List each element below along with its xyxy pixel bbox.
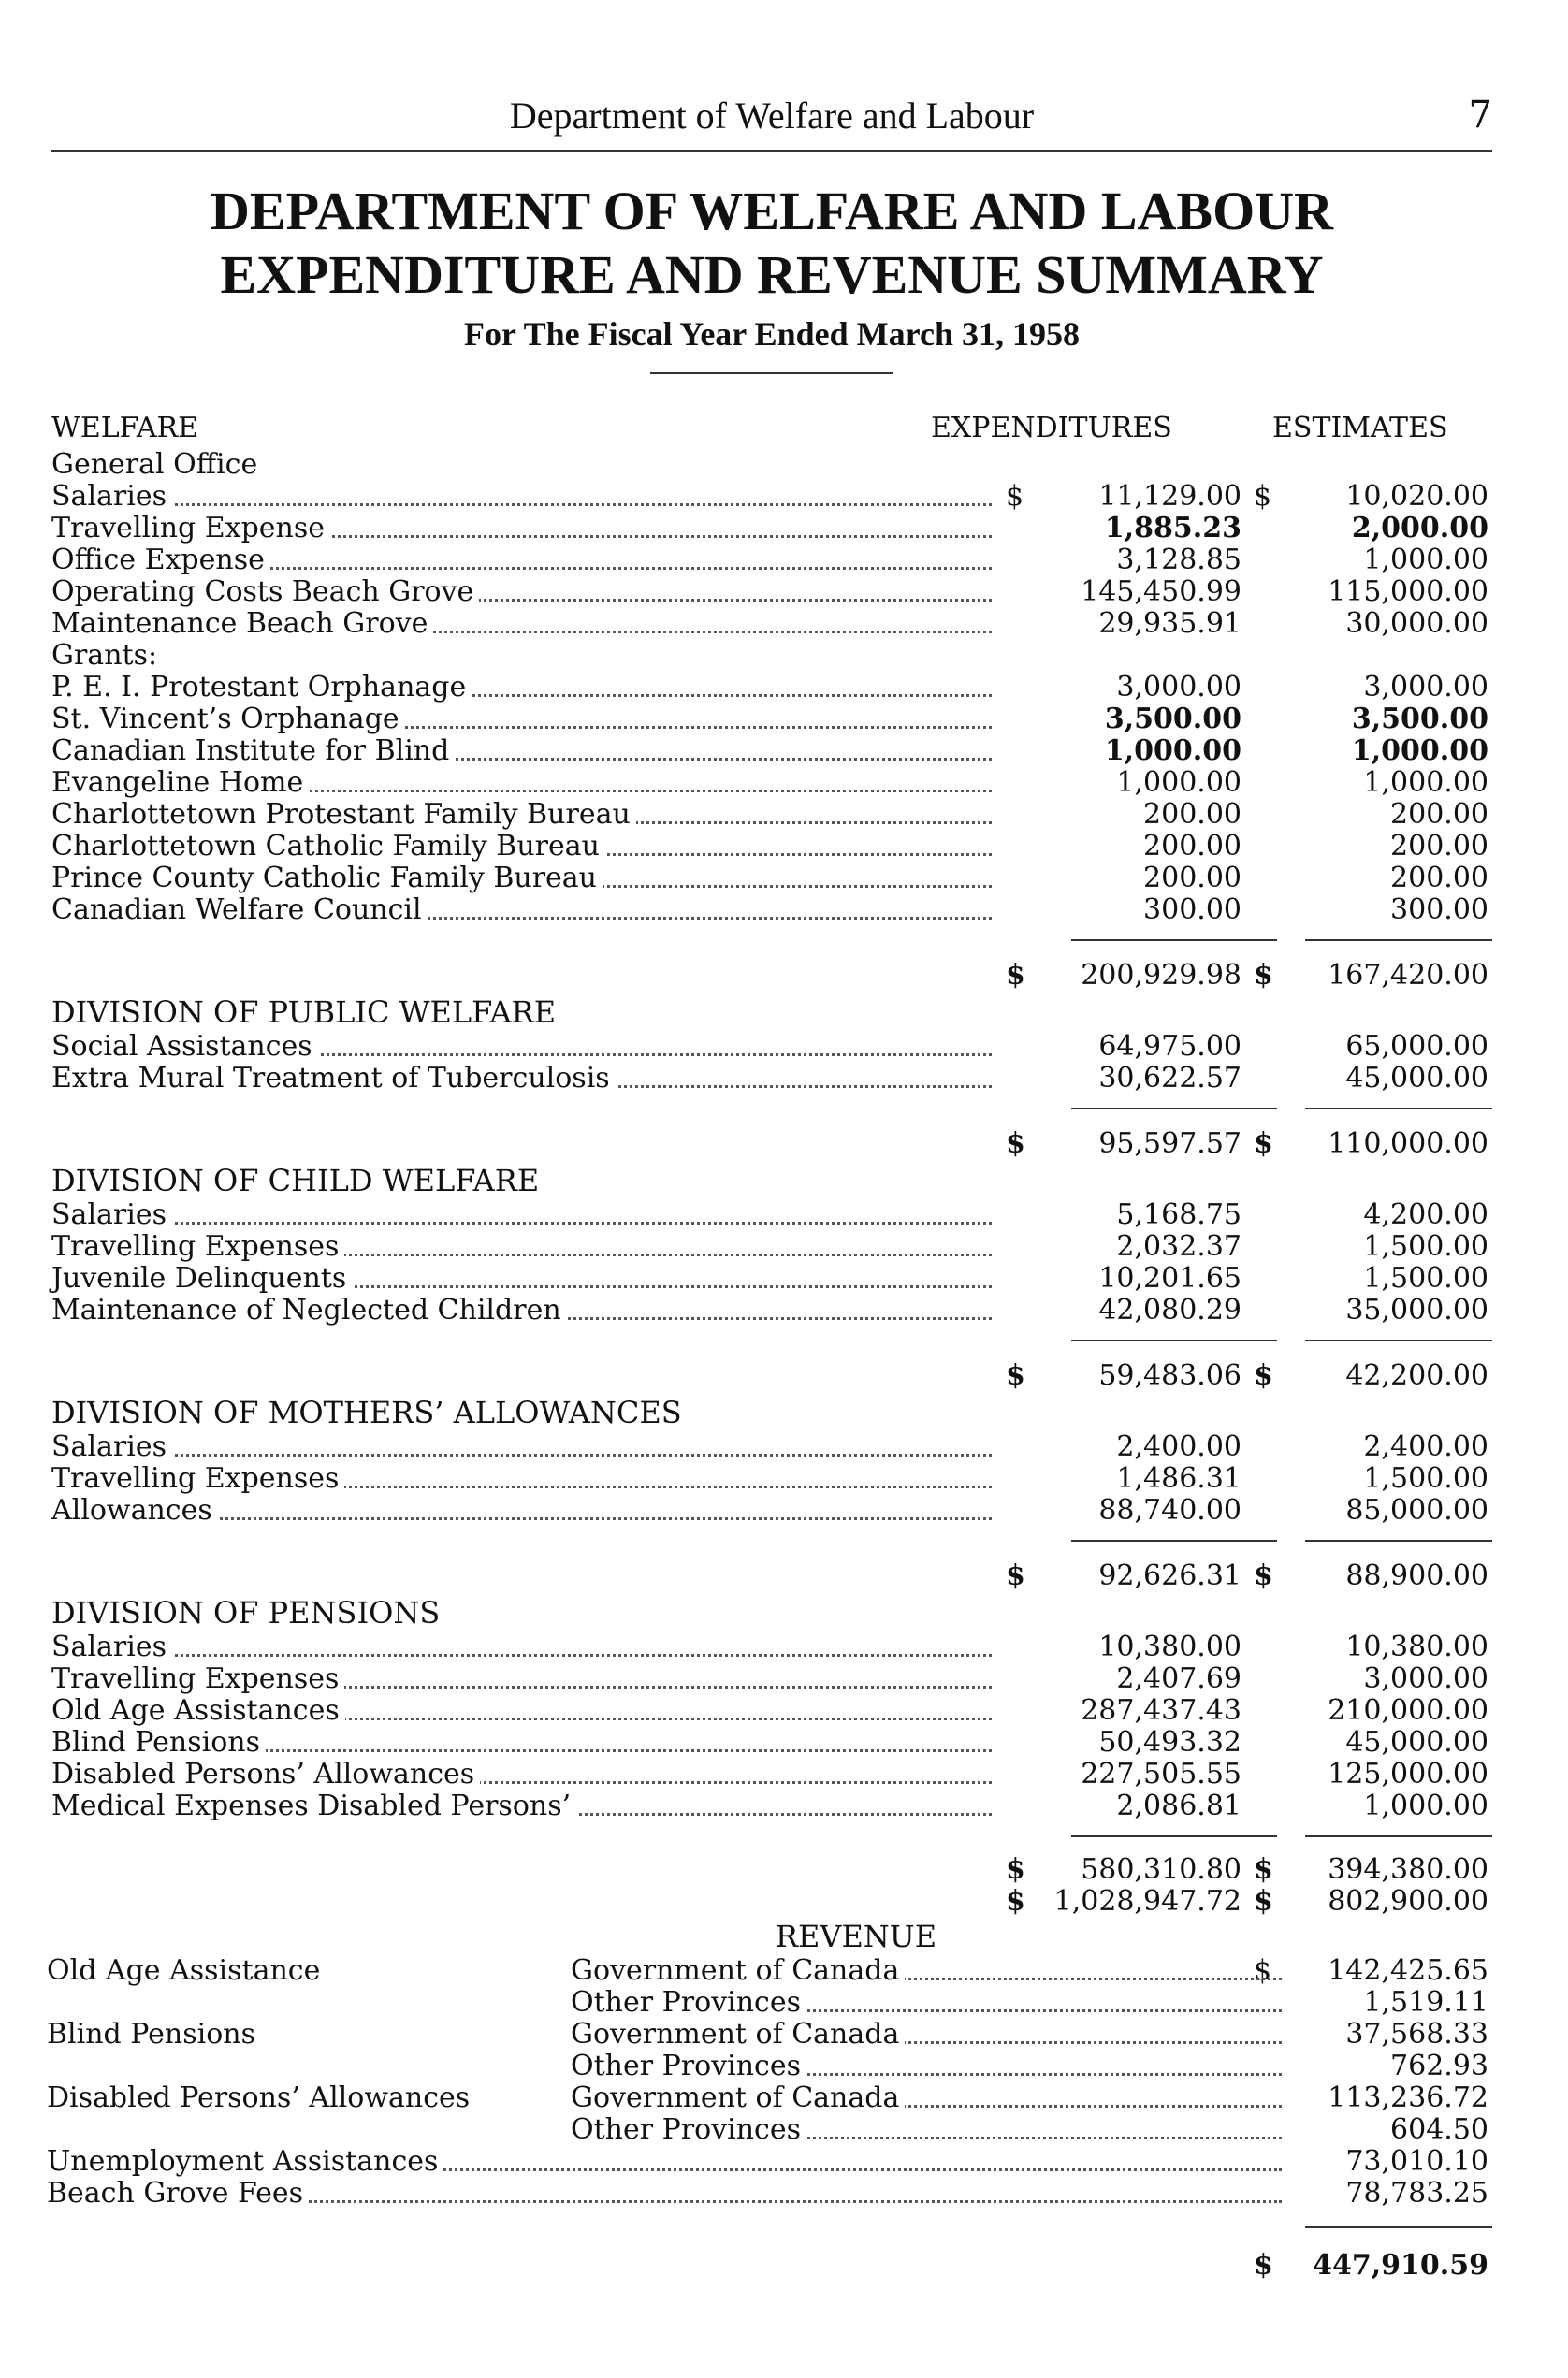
subtotal-row (51, 1559, 1492, 1594)
revenue-amount: 73,010.10 (1345, 2145, 1488, 2178)
section-title: DIVISION OF CHILD WELFARE (51, 1163, 540, 1198)
estimate-value: 65,000.00 (1345, 1030, 1488, 1063)
revenue-amount: 1,519.11 (1363, 1986, 1488, 2019)
estimate-value: 30,000.00 (1345, 607, 1488, 640)
expenditure-value: 3,500.00 (1104, 703, 1241, 735)
table-row (51, 1495, 1492, 1527)
currency-sign: $ (1006, 1559, 1025, 1592)
row-label: Travelling Expense (51, 513, 330, 544)
subtotal-expenditure: 92,626.31 (1098, 1559, 1241, 1592)
table-row (51, 1463, 1492, 1495)
row-label: Charlottetown Protestant Family Bureau (51, 799, 636, 831)
row-label: Disabled Persons’ Allowances (51, 1759, 480, 1791)
table-row (51, 1759, 1492, 1791)
currency-sign: $ (1254, 1853, 1273, 1886)
table-row (51, 1431, 1492, 1463)
table-row (51, 1263, 1492, 1295)
subtotal-rule (51, 1822, 1492, 1854)
row-label: P. E. I. Protestant Orphanage (51, 672, 472, 703)
currency-sign: $ (1254, 959, 1273, 992)
revenue-amount: 113,236.72 (1328, 2081, 1488, 2114)
expenditure-value: 10,380.00 (1098, 1631, 1241, 1663)
subtotal-rule (51, 1527, 1492, 1559)
section-welfare (51, 449, 1492, 993)
estimate-value: 45,000.00 (1345, 1062, 1488, 1095)
expenditure-value: 200.00 (1143, 798, 1241, 831)
table-row (51, 1295, 1492, 1327)
expenditure-value: 145,450.99 (1081, 575, 1241, 608)
revenue-total: 447,910.59 (1313, 2249, 1488, 2282)
title-line-2: EXPENDITURE AND REVENUE SUMMARY (220, 244, 1324, 305)
table-row (51, 831, 1492, 863)
table-row (51, 1631, 1492, 1663)
expenditure-value: 50,493.32 (1098, 1726, 1241, 1759)
row-label: Canadian Institute for Blind (51, 735, 455, 767)
estimate-value: 125,000.00 (1328, 1758, 1488, 1791)
running-title: Department of Welfare and Labour (509, 94, 1035, 137)
title-rule (650, 372, 893, 374)
estimate-value: 2,000.00 (1351, 512, 1488, 544)
table-row (51, 799, 1492, 831)
table-row (51, 703, 1492, 735)
expenditure-value: 1,486.31 (1116, 1462, 1241, 1495)
row-label: Extra Mural Treatment of Tuberculosis (51, 1063, 616, 1095)
currency-sign: $ (1254, 1885, 1273, 1918)
section-heading-welfare: WELFARE (51, 412, 199, 444)
subtotal-row (51, 1854, 1492, 1886)
estimate-value: 1,500.00 (1363, 1462, 1488, 1495)
expenditure-value: 3,000.00 (1116, 671, 1241, 703)
currency-sign: $ (1006, 480, 1024, 513)
expenditure-value: 2,086.81 (1116, 1790, 1241, 1822)
grand-total-expenditure: 1,028,947.72 (1053, 1885, 1241, 1918)
currency-sign: $ (1006, 1127, 1025, 1160)
row-label: Travelling Expenses (51, 1463, 344, 1495)
expenditure-value: 64,975.00 (1098, 1030, 1241, 1063)
table-row (51, 1063, 1492, 1095)
estimate-value: 4,200.00 (1363, 1198, 1488, 1231)
subtotal-row (51, 1358, 1492, 1394)
section-mothers-allowances (51, 1394, 1492, 1594)
row-label: Operating Costs Beach Grove (51, 576, 479, 608)
subtotal-expenditure: 59,483.06 (1098, 1359, 1241, 1392)
estimate-value: 115,000.00 (1328, 575, 1488, 608)
page-number: 7 (1468, 94, 1492, 137)
revenue-title: REVENUE (775, 1919, 937, 1954)
row-label: Salaries (51, 1199, 172, 1231)
currency-sign: $ (1254, 2249, 1273, 2282)
revenue-amount: 604.50 (1390, 2113, 1488, 2146)
subtotal-expenditure: 95,597.57 (1098, 1127, 1241, 1160)
title-line-1: DEPARTMENT OF WELFARE AND LABOUR (211, 181, 1333, 241)
expenditure-value: 88,740.00 (1098, 1494, 1241, 1527)
currency-sign: $ (1254, 1359, 1273, 1392)
expenditure-value: 227,505.55 (1081, 1758, 1241, 1791)
expenditure-value: 2,400.00 (1116, 1430, 1241, 1463)
row-label: Prince County Catholic Family Bureau (51, 863, 603, 894)
section-title: DIVISION OF MOTHERS’ ALLOWANCES (51, 1395, 682, 1430)
subheading-general-office: General Office (51, 449, 263, 481)
row-label: Travelling Expenses (51, 1231, 344, 1263)
subtotal-rule (51, 1095, 1492, 1126)
expenditure-value: 200.00 (1143, 862, 1241, 894)
expenditure-value: 287,437.43 (1081, 1694, 1241, 1727)
row-label: Travelling Expenses (51, 1663, 344, 1695)
subtotal-estimate: 167,420.00 (1328, 959, 1488, 992)
estimate-value: 200.00 (1390, 798, 1488, 831)
revenue-label: Beach Grove Fees (47, 2178, 309, 2210)
currency-sign: $ (1006, 1853, 1025, 1886)
revenue-label: Unemployment Assistances (47, 2146, 443, 2178)
column-headers (51, 412, 1492, 449)
section-child-welfare (51, 1162, 1492, 1394)
expenditure-value: 11,129.00 (1098, 480, 1241, 513)
section-revenue (47, 1918, 1492, 2284)
expenditure-value: 29,935.91 (1098, 607, 1241, 640)
table-row (51, 1031, 1492, 1063)
estimate-value: 210,000.00 (1328, 1694, 1488, 1727)
expenditure-value: 3,128.85 (1116, 544, 1241, 576)
estimate-value: 3,000.00 (1363, 1662, 1488, 1695)
expenditure-value: 10,201.65 (1098, 1262, 1241, 1295)
row-label: Medical Expenses Disabled Persons’ (51, 1791, 576, 1822)
column-header-expenditures: EXPENDITURES (931, 412, 1172, 444)
estimate-value: 3,000.00 (1363, 671, 1488, 703)
estimate-value: 1,000.00 (1363, 544, 1488, 576)
subtotal-estimate: 394,380.00 (1328, 1853, 1488, 1886)
section-title: DIVISION OF PENSIONS (51, 1595, 441, 1631)
table-row (51, 1199, 1492, 1231)
currency-sign: $ (1254, 1954, 1272, 1987)
table-row (51, 863, 1492, 894)
expenditure-value: 200.00 (1143, 830, 1241, 863)
subtotal-estimate: 88,900.00 (1345, 1559, 1488, 1592)
estimate-value: 1,000.00 (1363, 766, 1488, 799)
revenue-source: Government of Canada (571, 2019, 905, 2051)
subtotal-rule (51, 1327, 1492, 1358)
currency-sign: $ (1006, 1885, 1025, 1918)
subtitle: For The Fiscal Year Ended March 31, 1958 (463, 315, 1080, 353)
estimate-value: 1,000.00 (1351, 734, 1488, 767)
subtotal-expenditure: 580,310.80 (1081, 1853, 1241, 1886)
table-row (51, 894, 1492, 926)
expenditure-value: 30,622.57 (1098, 1062, 1241, 1095)
expenditure-value: 2,407.69 (1116, 1662, 1241, 1695)
estimate-value: 1,500.00 (1363, 1262, 1488, 1295)
revenue-source: Government of Canada (571, 2082, 905, 2114)
row-label: Evangeline Home (51, 767, 309, 799)
revenue-row (47, 2177, 1492, 2210)
column-header-estimates: ESTIMATES (1272, 412, 1448, 444)
currency-sign: $ (1254, 480, 1272, 513)
estimate-value: 10,020.00 (1345, 480, 1488, 513)
currency-sign: $ (1254, 1127, 1273, 1160)
estimate-value: 1,000.00 (1363, 1790, 1488, 1822)
table-row (51, 1727, 1492, 1759)
revenue-source: Other Provinces (571, 2051, 806, 2082)
subtotal-expenditure: 200,929.98 (1081, 959, 1241, 992)
currency-sign: $ (1006, 959, 1025, 992)
row-label: Social Assistances (51, 1031, 318, 1063)
row-label: Salaries (51, 1431, 172, 1463)
table-row (51, 481, 1492, 513)
row-label: St. Vincent’s Orphanage (51, 703, 405, 735)
table-row (51, 513, 1492, 544)
revenue-row (47, 2081, 1492, 2114)
table-row (51, 1663, 1492, 1695)
revenue-amount: 78,783.25 (1345, 2177, 1488, 2210)
table-row (51, 608, 1492, 640)
revenue-total-row (51, 2247, 1492, 2284)
row-label: Salaries (51, 481, 172, 513)
expenditure-value: 1,885.23 (1104, 512, 1241, 544)
table-row (51, 672, 1492, 703)
revenue-row (51, 2114, 1492, 2146)
table-row (51, 767, 1492, 799)
running-head (51, 94, 1492, 152)
currency-sign: $ (1006, 1359, 1025, 1392)
revenue-row (47, 1954, 1492, 1987)
estimate-value: 200.00 (1390, 862, 1488, 894)
estimate-value: 2,400.00 (1363, 1430, 1488, 1463)
table-row (51, 1231, 1492, 1263)
row-label: Allowances (51, 1495, 218, 1527)
expenditure-value: 1,000.00 (1104, 734, 1241, 767)
estimate-value: 300.00 (1390, 893, 1488, 926)
row-label: Charlottetown Catholic Family Bureau (51, 831, 605, 863)
revenue-source: Other Provinces (571, 1987, 806, 2019)
table-row (51, 735, 1492, 767)
estimate-value: 35,000.00 (1345, 1294, 1488, 1327)
main-title (51, 180, 1492, 307)
revenue-category: Disabled Persons’ Allowances (47, 2081, 471, 2114)
expenditure-value: 300.00 (1143, 893, 1241, 926)
table-row (51, 544, 1492, 576)
subtotal-estimate: 42,200.00 (1345, 1359, 1488, 1392)
estimate-value: 85,000.00 (1345, 1494, 1488, 1527)
document-page (47, 94, 1492, 2284)
table-row (51, 1791, 1492, 1822)
section-pensions (51, 1594, 1492, 1918)
revenue-amount: 142,425.65 (1328, 1954, 1488, 1987)
revenue-category: Old Age Assistance (47, 1954, 321, 1987)
row-label: Old Age Assistances (51, 1695, 345, 1727)
row-label: Office Expense (51, 544, 270, 576)
row-label: Juvenile Delinquents (51, 1263, 352, 1295)
revenue-amount: 762.93 (1390, 2050, 1488, 2082)
section-public-welfare (51, 993, 1492, 1162)
estimate-value: 45,000.00 (1345, 1726, 1488, 1759)
currency-sign: $ (1254, 1559, 1273, 1592)
row-label: Salaries (51, 1631, 172, 1663)
row-label: Maintenance Beach Grove (51, 608, 433, 640)
revenue-total-rule (51, 2210, 1492, 2247)
subheading-grants: Grants: (51, 640, 163, 672)
revenue-source: Government of Canada (571, 1955, 905, 1987)
revenue-category: Blind Pensions (47, 2018, 255, 2051)
row-label: Blind Pensions (51, 1727, 266, 1759)
table-row (51, 1695, 1492, 1727)
row-label: Canadian Welfare Council (51, 894, 428, 926)
revenue-row (51, 2051, 1492, 2082)
expenditure-value: 2,032.37 (1116, 1230, 1241, 1263)
subtotal-row (51, 958, 1492, 993)
revenue-row (51, 1987, 1492, 2019)
row-label: Maintenance of Neglected Children (51, 1295, 567, 1327)
estimate-value: 3,500.00 (1351, 703, 1488, 735)
estimate-value: 200.00 (1390, 830, 1488, 863)
subtotal-row (51, 1126, 1492, 1162)
grand-total-row (51, 1886, 1492, 1918)
expenditure-value: 42,080.29 (1098, 1294, 1241, 1327)
table-row (51, 576, 1492, 608)
revenue-row (47, 2145, 1492, 2178)
subtotal-estimate: 110,000.00 (1328, 1127, 1488, 1160)
section-title: DIVISION OF PUBLIC WELFARE (51, 994, 557, 1030)
estimate-value: 10,380.00 (1345, 1631, 1488, 1663)
revenue-amount: 37,568.33 (1345, 2018, 1488, 2051)
expenditure-value: 5,168.75 (1116, 1198, 1241, 1231)
grand-total-estimate: 802,900.00 (1328, 1885, 1488, 1918)
revenue-source: Other Provinces (571, 2114, 806, 2146)
revenue-row (47, 2018, 1492, 2051)
expenditure-value: 1,000.00 (1116, 766, 1241, 799)
subtotal-rule (51, 926, 1492, 958)
estimate-value: 1,500.00 (1363, 1230, 1488, 1263)
